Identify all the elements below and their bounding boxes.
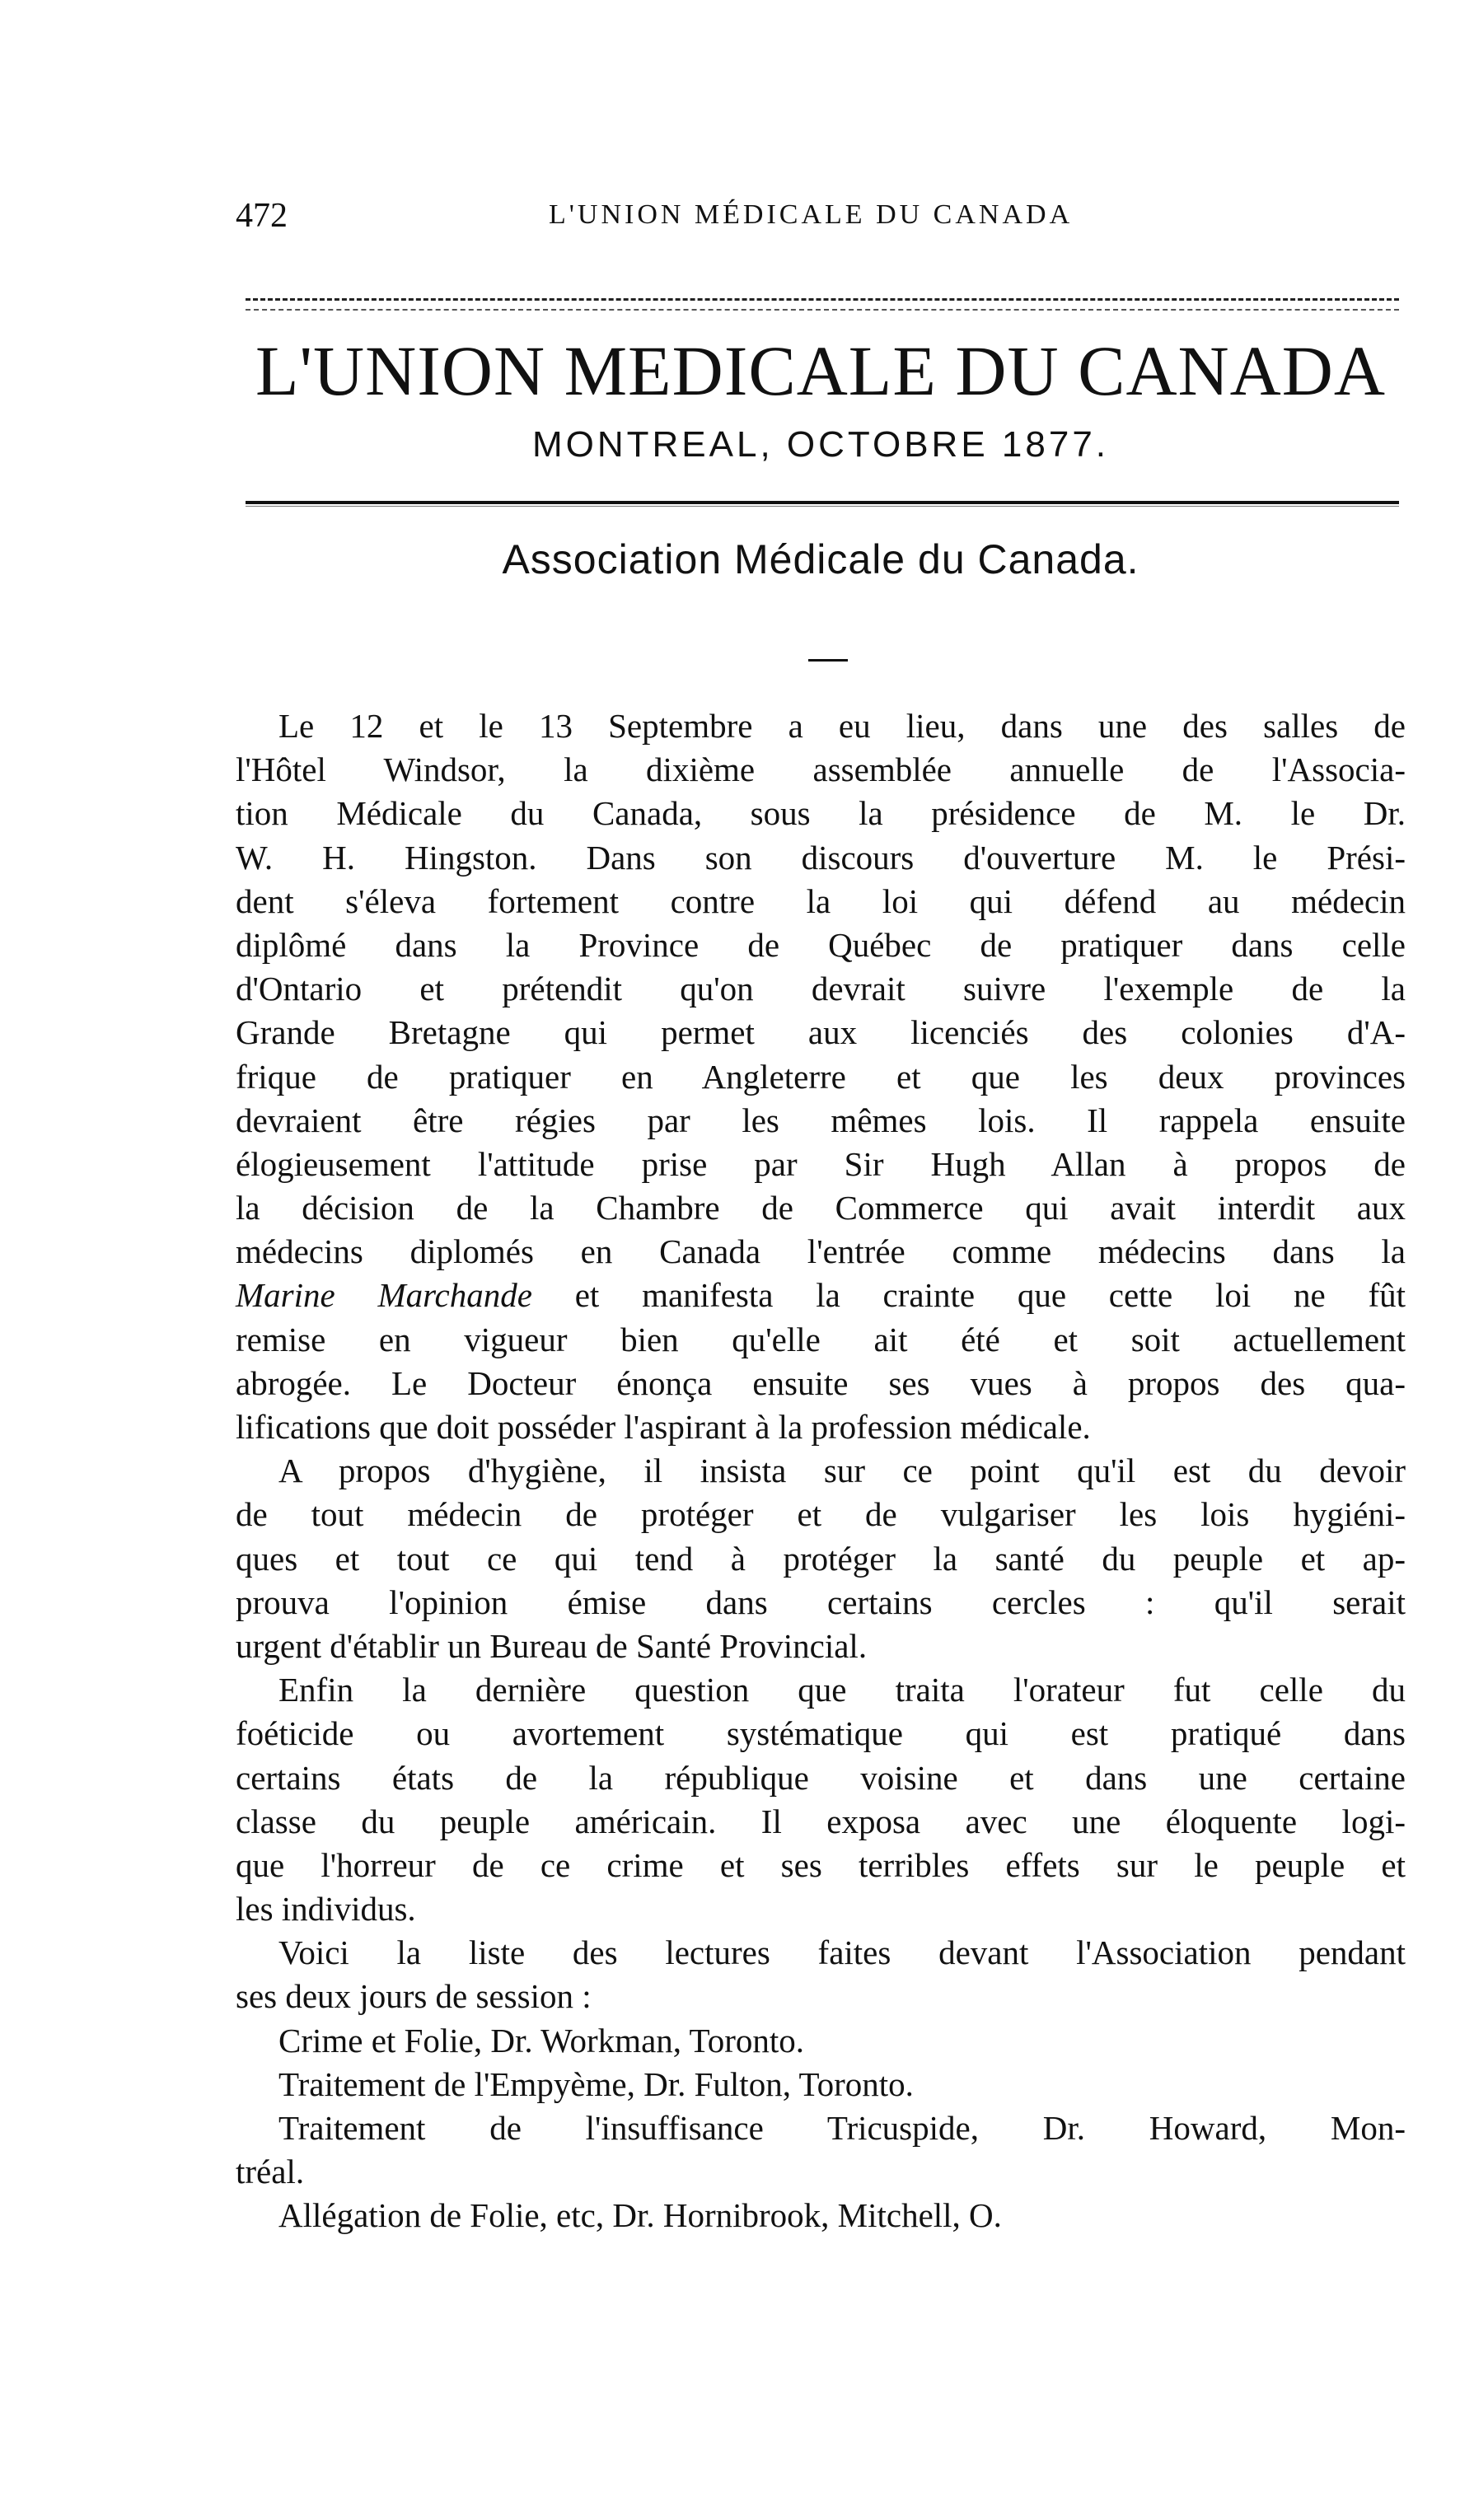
article-title: Association Médicale du Canada. <box>502 536 1139 582</box>
dashed-divider <box>246 298 1399 311</box>
masthead-title: L'UNION MEDICALE DU CANADA <box>255 331 1386 410</box>
italic-phrase: Marine Marchande <box>236 1276 532 1315</box>
list-item: Crime et Folie, Dr. Workman, Toronto. <box>278 2021 805 2059</box>
text-line: l'Hôtel Windsor, la dixième assemblée annuelle de l'Associa- <box>236 750 1406 789</box>
text-line: la décision de la Chambre de Commerce qui avait interdit aux <box>236 1189 1406 1227</box>
text-line: prouva l'opinion émise dans certains cercles : qu'il serait <box>236 1583 1406 1621</box>
text-line: urgent d'établir un Bureau de Santé Provincial. <box>236 1626 868 1665</box>
text-line: d'Ontario et prétendit qu'on devrait suivre l'exemple de la <box>236 970 1406 1008</box>
text-line: de tout médecin de protéger et de vulgariser les lois hygiéni- <box>236 1495 1406 1534</box>
list-item: Traitement de l'insuffisance Tricuspide, Dr. Howard, Mon- <box>278 2109 1406 2147</box>
text-line: les individus. <box>236 1890 416 1929</box>
short-divider <box>808 659 848 662</box>
text-line: devraient être régies par les mêmes lois. Il rappela ensuite <box>236 1101 1406 1139</box>
text-line-with-italic <box>236 1274 1406 1317</box>
text-line: diplômé dans la Province de Québec de pratiquer dans celle <box>236 925 1406 964</box>
text-line: lifications que doit posséder l'aspirant à la profession médicale. <box>236 1408 1091 1446</box>
list-item: Traitement de l'Empyème, Dr. Fulton, Toronto. <box>278 2064 914 2103</box>
dateline: MONTREAL, OCTOBRE 1877. <box>531 424 1110 465</box>
text-line: Voici la liste des lectures faites devant l'Association pendant <box>278 1933 1406 1972</box>
article-body <box>236 704 1406 2238</box>
running-header <box>236 196 1406 245</box>
text-line: remise en vigueur bien qu'elle ait été et soit actuellement <box>236 1320 1406 1358</box>
text-line: certains états de la république voisine et dans une certaine <box>236 1758 1406 1797</box>
text-line: tion Médicale du Canada, sous la présidence de M. le Dr. <box>236 794 1406 833</box>
text-line: ques et tout ce qui tend à protéger la santé du peuple et ap- <box>236 1539 1406 1578</box>
text-line: dent s'éleva fortement contre la loi qui défend au médecin <box>236 881 1406 920</box>
list-item-continued: tréal. <box>236 2153 305 2191</box>
text-line: que l'horreur de ce crime et ses terribles effets sur le peuple et <box>236 1845 1406 1884</box>
running-title: L'UNION MÉDICALE DU CANADA <box>549 199 1074 230</box>
text-line: W. H. Hingston. Dans son discours d'ouverture M. le Prési- <box>236 838 1406 877</box>
solid-divider <box>246 501 1399 507</box>
text-line: abrogée. Le Docteur énonça ensuite ses vues à propos des qua- <box>236 1363 1406 1402</box>
text-line: A propos d'hygiène, il insista sur ce point qu'il est du devoir <box>278 1452 1406 1490</box>
text-line: foéticide ou avortement systématique qui est pratiqué dans <box>236 1714 1406 1753</box>
text-line: ses deux jours de session : <box>236 1977 592 2016</box>
text-line: frique de pratiquer en Angleterre et que les deux provinces <box>236 1057 1406 1096</box>
text-line: Enfin la dernière question que traita l'orateur fut celle du <box>278 1671 1406 1709</box>
page-number: 472 <box>236 197 288 235</box>
text-line: Le 12 et le 13 Septembre a eu lieu, dans une des salles de <box>278 707 1406 745</box>
text-line: Grande Bretagne qui permet aux licenciés des colonies d'A- <box>236 1013 1406 1052</box>
text-line: médecins diplomés en Canada l'entrée comme médecins dans la <box>236 1232 1406 1271</box>
list-item: Allégation de Folie, etc, Dr. Hornibrook, Mitchell, O. <box>278 2196 1002 2235</box>
text-line: élogieusement l'attitude prise par Sir Hugh Allan à propos de <box>236 1144 1406 1183</box>
text-fragment: et manifesta la crainte que cette loi ne fût <box>574 1276 1406 1315</box>
text-line: classe du peuple américain. Il exposa avec une éloquente logi- <box>236 1802 1406 1840</box>
